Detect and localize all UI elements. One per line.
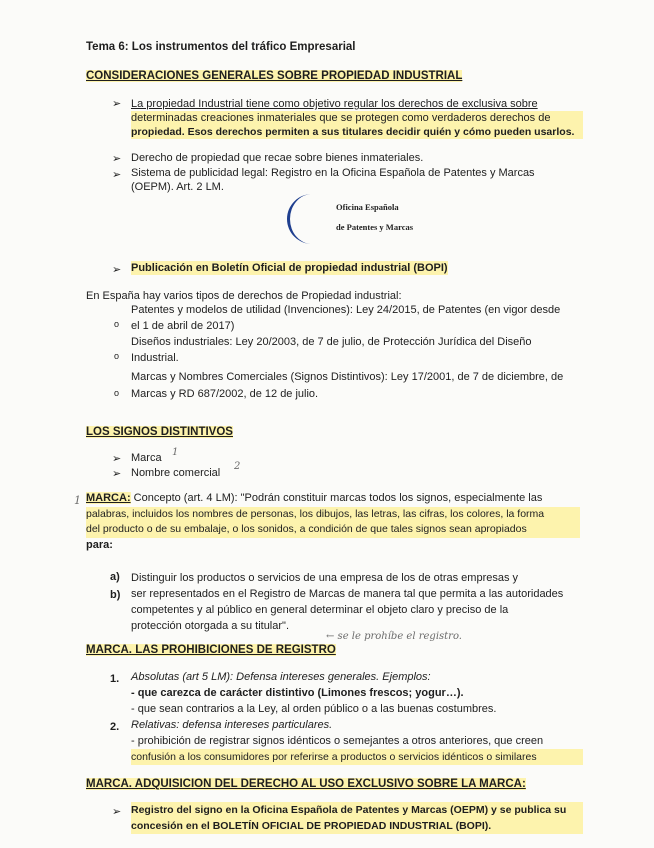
adquisicion-line-1: Registro del signo en la Oficina Española de Patentes y Marcas (OEPM) y se publica su xyxy=(131,802,583,818)
tipo-3-line-2: Marcas y RD 687/2002, de 12 de julio. xyxy=(131,388,319,400)
section-heading-general xyxy=(86,70,462,82)
signo-2: Nombre comercial xyxy=(131,467,221,479)
marca-concepto-line-1 xyxy=(86,491,580,507)
general-bullet-2: Derecho de propiedad que recae sobre bienes inmateriales. xyxy=(131,152,424,164)
section-heading-adquisicion xyxy=(86,778,526,790)
prohib-1 xyxy=(131,669,583,717)
prohibiciones-note: ← se le prohíbe el registro. xyxy=(326,631,462,642)
marca-concepto-line-2: palabras, incluidos los nombres de personas, los dibujos, las letras, las cifras, los colores, la forma xyxy=(86,507,580,523)
adquisicion-text xyxy=(131,802,583,834)
section-heading-signos-text: LOS SIGNOS DISTINTIVOS xyxy=(86,426,233,438)
general-bullet-1 xyxy=(131,97,583,139)
tipo-2-line-1: Diseños industriales: Ley 20/2003, de 7 de julio, de Protección Jurídica del Diseño xyxy=(131,336,532,348)
item-b-label: b) xyxy=(110,589,121,601)
section-heading-adquisicion-text: MARCA. ADQUISICION DEL DERECHO AL USO EXCLUSIVO SOBRE LA MARCA: xyxy=(86,778,526,790)
general-bullet-3-line-2: (OEPM). Art. 2 LM. xyxy=(131,181,224,193)
document-title: Tema 6: Los instrumentos del tráfico Empresarial xyxy=(86,41,356,53)
general-bullet-3 xyxy=(131,166,583,194)
marca-margin-note: 1 xyxy=(74,494,81,507)
general-bullet-1-line-2: determinadas creaciones inmateriales que se protegen como verdaderos derechos de xyxy=(131,111,583,125)
arrow-bullet-icon: ➢ xyxy=(112,806,122,818)
item-b-line-1: ser representados en el Registro de Marcas de manera tal que permita a las autoridades xyxy=(131,588,564,600)
section-heading-prohibiciones xyxy=(86,644,336,656)
item-a: Distinguir los productos o servicios de una empresa de los de otras empresas y xyxy=(131,572,519,584)
oepm-logo xyxy=(282,193,452,245)
prohib-1-number: 1. xyxy=(110,673,120,685)
marca-label: MARCA: xyxy=(86,492,131,504)
signo-1-note: 1 xyxy=(172,447,179,458)
arrow-bullet-icon: ➢ xyxy=(112,468,122,480)
prohib-1-b: - que sean contrarios a la Ley, al orden público o a las buenas costumbres. xyxy=(131,703,497,715)
arrow-bullet-icon: ➢ xyxy=(112,153,122,165)
tipos-intro: En España hay varios tipos de derechos de Propiedad industrial: xyxy=(86,290,402,302)
tipo-1-line-2: el 1 de abril de 2017) xyxy=(131,320,235,332)
logo-line-2: de Patentes y Marcas xyxy=(336,222,414,232)
prohib-2-b: confusión a los consumidores por referirse a productos o servicios idénticos o similares xyxy=(131,749,583,765)
arrow-bullet-icon: ➢ xyxy=(112,264,122,276)
circle-bullet-icon: o xyxy=(114,319,120,329)
arrow-bullet-icon: ➢ xyxy=(112,98,122,110)
general-bullet-4: Publicación en Boletín Oficial de propiedad industrial (BOPI) xyxy=(131,262,448,274)
circle-bullet-icon: o xyxy=(114,351,120,361)
prohib-2-head: Relativas: defensa intereses particulares. xyxy=(131,719,333,731)
marca-concepto-line-3: del producto o de su embalaje, o los sonidos, a condición de que tales signos sean apropiados xyxy=(86,522,580,538)
circle-bullet-icon: o xyxy=(114,388,120,398)
signo-2-note: 2 xyxy=(234,461,241,472)
tipo-2-line-2: Industrial. xyxy=(131,352,179,364)
tipo-1 xyxy=(131,302,583,334)
item-b-line-3: protección otorgada a su titular". xyxy=(131,620,289,632)
prohib-1-a: - que carezca de carácter distintivo (Limones frescos; yogur…). xyxy=(131,687,464,699)
tipo-2 xyxy=(131,334,583,366)
general-bullet-1-line-3: propiedad. Esos derechos permiten a sus titulares decidir quién y cómo pueden usarlos. xyxy=(131,125,583,139)
tipo-3-line-1: Marcas y Nombres Comerciales (Signos Distintivos): Ley 17/2001, de 7 de diciembre, de xyxy=(131,371,564,383)
arrow-bullet-icon: ➢ xyxy=(112,453,122,465)
section-heading-prohibiciones-text: MARCA. LAS PROHIBICIONES DE REGISTRO xyxy=(86,644,336,656)
item-b-line-2: competentes y al público en general determinar el objeto claro y preciso de la xyxy=(131,604,509,616)
adquisicion-line-2: concesión en el BOLETÍN OFICIAL DE PROPIEDAD INDUSTRIAL (BOPI). xyxy=(131,818,583,834)
tipo-1-line-1: Patentes y modelos de utilidad (Invenciones): Ley 24/2015, de Patentes (en vigor desde xyxy=(131,304,561,316)
logo-line-1: Oficina Española xyxy=(336,202,399,212)
general-bullet-1-line-1: La propiedad Industrial tiene como objetivo regular los derechos de exclusiva sobre xyxy=(131,98,538,110)
marca-concepto-line-4: para: xyxy=(86,538,113,551)
item-a-label: a) xyxy=(110,571,120,583)
arrow-bullet-icon: ➢ xyxy=(112,169,122,181)
item-b xyxy=(131,586,583,634)
prohib-2-a: - prohibición de registrar signos idénticos o semejantes a otros anteriores, que creen xyxy=(131,735,544,747)
section-heading-signos xyxy=(86,426,233,438)
marca-concepto-line-1-text: Concepto (art. 4 LM): "Podrán constituir marcas todos los signos, especialmente las xyxy=(130,492,543,504)
section-heading-general-text: CONSIDERACIONES GENERALES SOBRE PROPIEDAD INDUSTRIAL xyxy=(86,70,463,82)
signo-1: Marca xyxy=(131,452,162,464)
oepm-crescent-icon xyxy=(282,193,332,245)
prohib-2 xyxy=(131,717,583,765)
tipo-3 xyxy=(131,369,583,403)
prohib-2-number: 2. xyxy=(110,721,120,733)
prohib-1-head: Absolutas (art 5 LM): Defensa intereses generales. Ejemplos: xyxy=(131,671,431,683)
general-bullet-3-line-1: Sistema de publicidad legal: Registro en la Oficina Española de Patentes y Marcas xyxy=(131,167,535,179)
marca-concepto xyxy=(86,491,580,553)
